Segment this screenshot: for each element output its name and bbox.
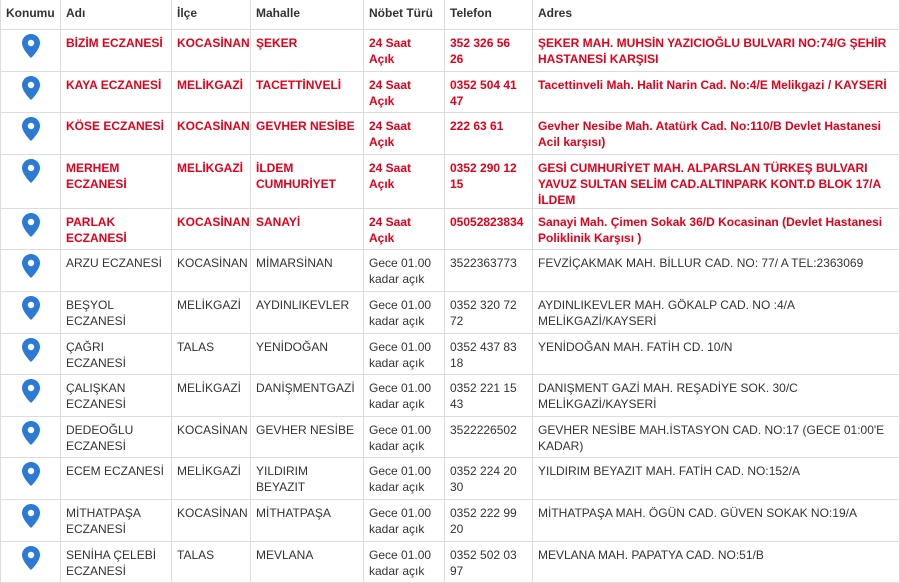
- map-pin-icon[interactable]: [1, 462, 60, 486]
- duty-type: Gece 01.00 kadar açık: [364, 333, 445, 375]
- phone: 352 326 56 26: [445, 30, 533, 72]
- table-row: [1, 154, 900, 208]
- pharmacy-name: BİZİM ECZANESİ: [61, 30, 172, 72]
- neighborhood: MEVLANA: [251, 541, 364, 583]
- neighborhood: GEVHER NESİBE: [251, 416, 364, 458]
- header-name: Adı: [61, 0, 172, 30]
- duty-type: Gece 01.00 kadar açık: [364, 541, 445, 583]
- neighborhood: MİTHATPAŞA: [251, 499, 364, 541]
- district: KOCASİNAN: [172, 113, 251, 155]
- neighborhood: SANAYİ: [251, 208, 364, 250]
- duty-type: Gece 01.00 kadar açık: [364, 250, 445, 292]
- table-row: [1, 71, 900, 113]
- map-pin-icon[interactable]: [1, 159, 60, 183]
- table-row: [1, 208, 900, 250]
- phone: 0352 504 41 47: [445, 71, 533, 113]
- district: MELİKGAZİ: [172, 458, 251, 500]
- map-pin-icon[interactable]: [1, 34, 60, 58]
- address: Tacettinveli Mah. Halit Narin Cad. No:4/E Melikgazi / KAYSERİ: [533, 71, 900, 113]
- map-pin-cell[interactable]: [1, 333, 61, 375]
- address: Gevher Nesibe Mah. Atatürk Cad. No:110/B Devlet Hastanesi Acil karşısı): [533, 113, 900, 155]
- map-pin-cell[interactable]: [1, 499, 61, 541]
- map-pin-icon[interactable]: [1, 296, 60, 320]
- neighborhood: İLDEM CUMHURİYET: [251, 154, 364, 208]
- duty-type: Gece 01.00 kadar açık: [364, 499, 445, 541]
- pharmacy-name: ÇALIŞKAN ECZANESİ: [61, 375, 172, 417]
- phone: 0352 320 72 72: [445, 291, 533, 333]
- address: MEVLANA MAH. PAPATYA CAD. NO:51/B: [533, 541, 900, 583]
- map-pin-icon[interactable]: [1, 379, 60, 403]
- address: FEVZİÇAKMAK MAH. BİLLUR CAD. NO: 77/ A TEL:2363069: [533, 250, 900, 292]
- duty-type: 24 Saat Açık: [364, 113, 445, 155]
- pharmacy-name: ARZU ECZANESİ: [61, 250, 172, 292]
- map-pin-cell[interactable]: [1, 541, 61, 583]
- phone: 0352 221 15 43: [445, 375, 533, 417]
- map-pin-cell[interactable]: [1, 416, 61, 458]
- address: GEVHER NESİBE MAH.İSTASYON CAD. NO:17 (GECE 01:00'E KADAR): [533, 416, 900, 458]
- phone: 0352 437 83 18: [445, 333, 533, 375]
- district: MELİKGAZİ: [172, 154, 251, 208]
- header-address: Adres: [533, 0, 900, 30]
- address: YENİDOĞAN MAH. FATİH CD. 10/N: [533, 333, 900, 375]
- map-pin-cell[interactable]: [1, 71, 61, 113]
- table-row: [1, 499, 900, 541]
- pharmacy-name: PARLAK ECZANESİ: [61, 208, 172, 250]
- map-pin-cell[interactable]: [1, 458, 61, 500]
- map-pin-icon[interactable]: [1, 76, 60, 100]
- duty-type: 24 Saat Açık: [364, 30, 445, 72]
- table-row: [1, 375, 900, 417]
- address: Sanayi Mah. Çimen Sokak 36/D Kocasinan (Devlet Hastanesi Poliklinik Karşısı ): [533, 208, 900, 250]
- table-row: [1, 250, 900, 292]
- table-row: [1, 416, 900, 458]
- address: DANIŞMENT GAZİ MAH. REŞADİYE SOK. 30/C MELİKGAZİ/KAYSERİ: [533, 375, 900, 417]
- district: KOCASİNAN: [172, 30, 251, 72]
- pharmacy-name: DEDEOĞLU ECZANESİ: [61, 416, 172, 458]
- district: KOCASİNAN: [172, 250, 251, 292]
- duty-type: Gece 01.00 kadar açık: [364, 416, 445, 458]
- map-pin-cell[interactable]: [1, 291, 61, 333]
- pharmacy-name: KÖSE ECZANESİ: [61, 113, 172, 155]
- duty-type: Gece 01.00 kadar açık: [364, 375, 445, 417]
- address: YILDIRIM BEYAZIT MAH. FATİH CAD. NO:152/A: [533, 458, 900, 500]
- map-pin-cell[interactable]: [1, 154, 61, 208]
- map-pin-cell[interactable]: [1, 30, 61, 72]
- table-row: [1, 291, 900, 333]
- neighborhood: GEVHER NESİBE: [251, 113, 364, 155]
- map-pin-icon[interactable]: [1, 338, 60, 362]
- pharmacy-name: ECEM ECZANESİ: [61, 458, 172, 500]
- table-header-row: [1, 0, 900, 30]
- map-pin-icon[interactable]: [1, 254, 60, 278]
- duty-type: 24 Saat Açık: [364, 154, 445, 208]
- phone: 222 63 61: [445, 113, 533, 155]
- header-phone: Telefon: [445, 0, 533, 30]
- header-duty-type: Nöbet Türü: [364, 0, 445, 30]
- map-pin-icon[interactable]: [1, 117, 60, 141]
- pharmacy-name: MERHEM ECZANESİ: [61, 154, 172, 208]
- district: TALAS: [172, 541, 251, 583]
- map-pin-cell[interactable]: [1, 250, 61, 292]
- pharmacy-name: MİTHATPAŞA ECZANESİ: [61, 499, 172, 541]
- neighborhood: YILDIRIM BEYAZIT: [251, 458, 364, 500]
- district: KOCASİNAN: [172, 208, 251, 250]
- map-pin-icon[interactable]: [1, 421, 60, 445]
- pharmacy-name: KAYA ECZANESİ: [61, 71, 172, 113]
- header-location: Konumu: [1, 0, 61, 30]
- pharmacy-name: BEŞYOL ECZANESİ: [61, 291, 172, 333]
- district: MELİKGAZİ: [172, 375, 251, 417]
- table-row: [1, 113, 900, 155]
- address: AYDINLIKEVLER MAH. GÖKALP CAD. NO :4/A MELİKGAZİ/KAYSERİ: [533, 291, 900, 333]
- map-pin-icon[interactable]: [1, 546, 60, 570]
- header-district: İlçe: [172, 0, 251, 30]
- table-row: [1, 333, 900, 375]
- neighborhood: ŞEKER: [251, 30, 364, 72]
- map-pin-icon[interactable]: [1, 213, 60, 237]
- district: MELİKGAZİ: [172, 291, 251, 333]
- duty-type: Gece 01.00 kadar açık: [364, 291, 445, 333]
- table-row: [1, 541, 900, 583]
- pharmacy-name: ÇAĞRI ECZANESİ: [61, 333, 172, 375]
- phone: 0352 222 99 20: [445, 499, 533, 541]
- phone: 0352 224 20 30: [445, 458, 533, 500]
- neighborhood: AYDINLIKEVLER: [251, 291, 364, 333]
- duty-type: 24 Saat Açık: [364, 71, 445, 113]
- neighborhood: TACETTİNVELİ: [251, 71, 364, 113]
- phone: 05052823834: [445, 208, 533, 250]
- district: MELİKGAZİ: [172, 71, 251, 113]
- map-pin-cell[interactable]: [1, 208, 61, 250]
- table-row: [1, 458, 900, 500]
- duty-type: Gece 01.00 kadar açık: [364, 458, 445, 500]
- district: TALAS: [172, 333, 251, 375]
- header-neighborhood: Mahalle: [251, 0, 364, 30]
- duty-type: 24 Saat Açık: [364, 208, 445, 250]
- neighborhood: DANİŞMENTGAZİ: [251, 375, 364, 417]
- address: GESİ CUMHURİYET MAH. ALPARSLAN TÜRKEŞ BULVARI YAVUZ SULTAN SELİM CAD.ALTINPARK KONT.D BLOK 17/A İLDEM: [533, 154, 900, 208]
- phone: 3522363773: [445, 250, 533, 292]
- table-row: [1, 30, 900, 72]
- phone: 0352 290 12 15: [445, 154, 533, 208]
- neighborhood: YENİDOĞAN: [251, 333, 364, 375]
- neighborhood: MİMARSİNAN: [251, 250, 364, 292]
- district: KOCASİNAN: [172, 499, 251, 541]
- map-pin-cell[interactable]: [1, 375, 61, 417]
- district: KOCASİNAN: [172, 416, 251, 458]
- map-pin-icon[interactable]: [1, 504, 60, 528]
- pharmacy-name: SENİHA ÇELEBİ ECZANESİ: [61, 541, 172, 583]
- address: ŞEKER MAH. MUHSİN YAZICIOĞLU BULVARI NO:74/G ŞEHİR HASTANESİ KARŞISI: [533, 30, 900, 72]
- address: MİTHATPAŞA MAH. ÖGÜN CAD. GÜVEN SOKAK NO:19/A: [533, 499, 900, 541]
- phone: 0352 502 03 97: [445, 541, 533, 583]
- phone: 3522226502: [445, 416, 533, 458]
- map-pin-cell[interactable]: [1, 113, 61, 155]
